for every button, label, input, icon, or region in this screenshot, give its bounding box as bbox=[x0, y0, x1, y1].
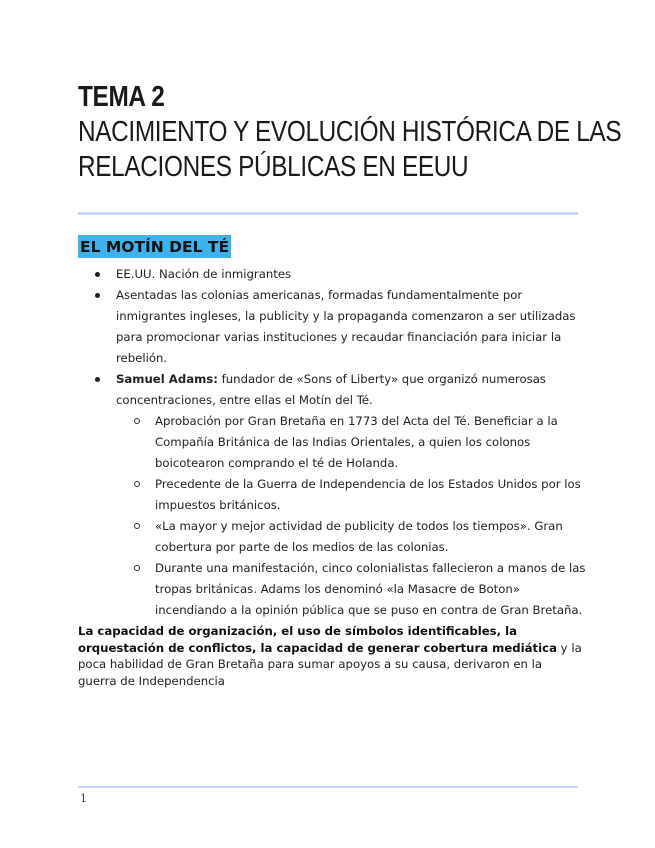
sub-list-item bbox=[78, 474, 588, 516]
sub-list-item bbox=[78, 558, 588, 621]
list-item-bold-text: Samuel Adams: bbox=[116, 372, 218, 386]
sub-list-item bbox=[78, 516, 588, 558]
bullet-dot-icon bbox=[95, 272, 100, 277]
list-item-text: Asentadas las colonias americanas, formadas fundamentalmente por inmigrantes ingleses, la publicity y la propaganda comenzaron a ser utilizadas para promocionar varias instituciones y recaudar financiación para iniciar la rebelión. bbox=[116, 288, 576, 365]
topic-title-line-1: NACIMIENTO Y EVOLUCIÓN HISTÓRICA DE LAS bbox=[78, 116, 622, 148]
sub-list-item-text: Aprobación por Gran Bretaña en 1773 del Acta del Té. Beneficiar a la Compañía Británica de las Indias Orientales, a quien los colonos boicotearon comprando el té de Holanda. bbox=[155, 414, 558, 470]
sub-list-item-text: Precedente de la Guerra de Independencia de los Estados Unidos por los impuestos británicos. bbox=[155, 477, 581, 512]
list-item-text: EE.UU. Nación de inmigrantes bbox=[116, 267, 292, 281]
list-item-text: fundador de «Sons of Liberty» que organizó numerosas concentraciones, entre ellas el Motín del Té. bbox=[116, 372, 546, 407]
sub-list-item-text: Durante una manifestación, cinco colonialistas fallecieron a manos de las tropas británicas. Adams los denominó «la Masacre de Boton» incendiando a la opinión pública que se puso en contra de Gran Bretaña. bbox=[155, 561, 586, 617]
bullet-dot-icon bbox=[95, 293, 100, 298]
bullet-circle-icon bbox=[134, 481, 140, 487]
title-divider bbox=[78, 212, 578, 215]
section-heading: EL MOTÍN DEL TÉ bbox=[78, 235, 231, 258]
list-item bbox=[78, 285, 588, 369]
summary-bold-text: La capacidad de organización, el uso de símbolos identificables, la orquestación de conflictos, la capacidad de generar cobertura mediática bbox=[78, 624, 557, 655]
sub-list-item bbox=[78, 411, 588, 474]
topic-number: TEMA 2 bbox=[78, 81, 165, 113]
summary-text: y la poca habilidad de Gran Bretaña para sumar apoyos a su causa, derivaron en la guerra de Independencia bbox=[78, 640, 582, 688]
bullet-circle-icon bbox=[134, 418, 140, 424]
sub-list-item-text: «La mayor y mejor actividad de publicity de todos los tiempos». Gran cobertura por parte de los medios de las colonias. bbox=[155, 519, 563, 554]
bullet-circle-icon bbox=[134, 523, 140, 529]
bullet-list bbox=[78, 264, 588, 621]
bullet-dot-icon bbox=[95, 377, 100, 382]
footer-divider bbox=[78, 786, 578, 788]
summary-paragraph bbox=[78, 623, 583, 689]
title-block bbox=[78, 80, 622, 185]
bullet-circle-icon bbox=[134, 565, 140, 571]
list-item bbox=[78, 369, 588, 411]
list-item bbox=[78, 264, 588, 285]
topic-title-line-2: RELACIONES PÚBLICAS EN EEUU bbox=[78, 151, 469, 183]
page-number: 1 bbox=[80, 792, 87, 805]
